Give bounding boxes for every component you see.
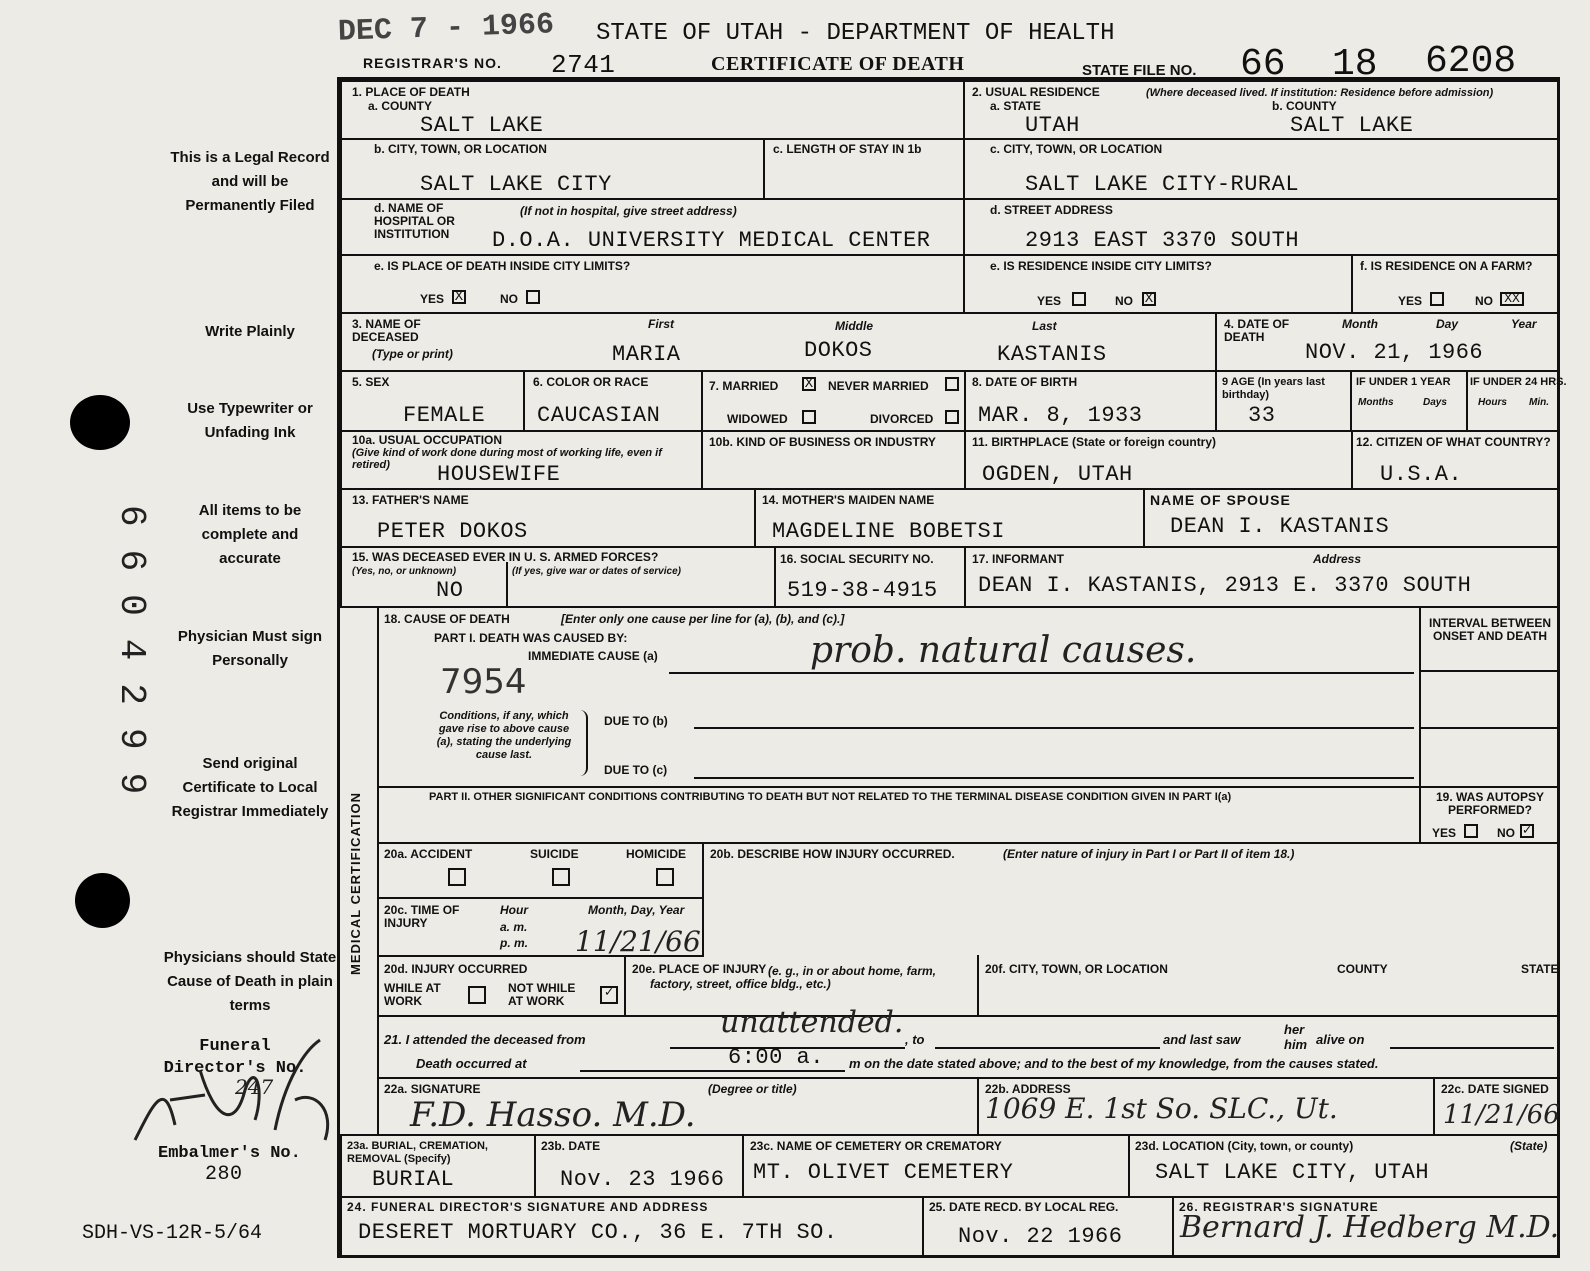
last-name-label: Last [1032,319,1057,333]
injury-occurred-label: 20d. INJURY OCCURRED [384,962,528,976]
month-label: Month [1342,317,1378,331]
residence-limits-label: e. IS RESIDENCE INSIDE CITY LIMITS? [990,259,1212,273]
registrar-no: 2741 [551,50,616,80]
physicians-cause-note: Physicians should State Cause of Death in plain terms [163,949,337,1014]
residence-county-label: b. COUNTY [1272,99,1337,113]
death-occurred-label: Death occurred at [416,1056,527,1071]
date-received-label: 25. DATE RECD. BY LOCAL REG. [929,1200,1119,1214]
suicide-checkbox[interactable] [552,868,570,886]
hospital-label: d. NAME OF HOSPITAL OR INSTITUTION [374,201,455,241]
typewriter-note: Use Typewriter or Unfading Ink [187,400,313,441]
under-24-hrs-label: IF UNDER 24 HRS. [1470,376,1567,388]
certificate-title: CERTIFICATE OF DEATH [711,53,965,75]
form-code: SDH-VS-12R-5/64 [82,1222,263,1245]
divorced-checkbox[interactable] [945,410,959,424]
physician-address-label: 22b. ADDRESS [985,1082,1071,1096]
death-occurred-line [580,1070,845,1072]
usual-residence-heading: 2. USUAL RESIDENCE [972,85,1100,99]
death-occurred-time: 6:00 a. [728,1045,824,1070]
funeral-director-label: Funeral Director's No. [163,1037,307,1078]
pm-label: p. m. [500,936,529,950]
immediate-cause-label: IMMEDIATE CAUSE (a) [528,649,658,663]
part-one-label: PART I. DEATH WAS CAUSED BY: [434,631,628,645]
burial-method: BURIAL [372,1167,455,1192]
widowed-label: WIDOWED [727,412,788,426]
autopsy-yes-label: YES [1432,826,1457,840]
citizen: U.S.A. [1380,462,1463,487]
armed-forces-divider [506,562,508,608]
conditions-note: Conditions, if any, which gave rise to above cause (a), stating the underlying cause last. [436,710,572,761]
state-file-label: STATE FILE NO. [1082,62,1197,79]
hour-label: Hour [500,903,528,917]
occupation-note: (Give kind of work done during most of working life, even if retired) [352,447,662,471]
race-label: 6. COLOR OR RACE [533,375,649,389]
armed-forces-note2: (If yes, give war or dates of service) [512,566,681,577]
cause-code: 7954 [440,662,527,702]
place-of-injury-label: 20e. PLACE OF INJURY [632,962,767,976]
physician-address: 1069 E. 1st So. SLC., Ut. [985,1092,1338,1125]
funeral-director-sig-label: 24. FUNERAL DIRECTOR'S SIGNATURE AND ADDRESS [347,1200,709,1214]
birthplace: OGDEN, UTAH [982,462,1133,487]
address-divider [977,1079,979,1134]
agency-title: STATE OF UTAH - DEPARTMENT OF HEALTH [596,20,1115,47]
date-of-death-label: 4. DATE OF DEATH [1224,317,1290,344]
residence-city: SALT LAKE CITY-RURAL [1025,172,1300,197]
funeral-director-no: 247 [235,1075,274,1099]
legal-record-note: This is a Legal Record and will be Permanently Filed [170,149,330,214]
last-name: KASTANIS [997,342,1107,367]
place-limits-yes-checkbox[interactable]: X [452,290,466,304]
cemetery-label: 23c. NAME OF CEMETERY OR CREMATORY [750,1139,1002,1153]
father-name: PETER DOKOS [377,519,528,544]
residence-limits-no-checkbox[interactable]: X [1142,292,1156,306]
not-while-at-work-label: NOT WHILE AT WORK [508,981,576,1008]
autopsy-yes-checkbox[interactable] [1464,824,1478,838]
birth-date: MAR. 8, 1933 [978,403,1143,428]
days-label: Days [1423,397,1447,408]
deceased-name-label: 3. NAME OF DECEASED [352,317,421,344]
state-file-b: 18 [1332,43,1378,86]
residence-state: UTAH [1025,113,1080,138]
age-label: 9 AGE (In years last birthday) [1222,376,1325,401]
age: 33 [1248,403,1276,428]
place-city-label: b. CITY, TOWN, OR LOCATION [374,142,547,156]
send-original-note: Send original Certificate to Local Registrar Immediately [171,755,329,820]
place-county-label: a. COUNTY [368,99,433,113]
informant-label: 17. INFORMANT [972,552,1065,566]
conditions-bracket [578,710,588,776]
accident-label: 20a. ACCIDENT [384,847,473,861]
autopsy-label: 19. WAS AUTOPSY PERFORMED? [1435,790,1545,817]
date-signed-divider [1433,1079,1435,1134]
death-occurred-tail: m on the date stated above; and to the best of my knowledge, from the causes stated. [849,1056,1379,1071]
place-of-injury-note: (e. g., in or about home, farm, factory, street, office bldg., etc.) [650,964,937,991]
alive-on-label: alive on [1316,1032,1365,1047]
residence-limits-no-label: NO [1115,294,1133,308]
registrar-no-label: REGISTRAR'S NO. [363,55,502,71]
divorced-label: DIVORCED [870,412,934,426]
length-of-stay-label: c. LENGTH OF STAY IN 1b [773,142,922,156]
attended-label: 21. I attended the deceased from [384,1032,586,1047]
funeral-signature-scribble [105,1030,345,1160]
place-limits-label: e. IS PLACE OF DEATH INSIDE CITY LIMITS? [374,259,631,273]
while-at-work-label: WHILE AT WORK [384,981,441,1008]
farm-no-checkbox[interactable]: XX [1500,292,1524,306]
homicide-checkbox[interactable] [656,868,674,886]
attended-from: unattended. [720,1005,904,1040]
street-address: 2913 EAST 3370 SOUTH [1025,228,1300,253]
last-saw-label: and last saw [1163,1032,1241,1047]
birthplace-label: 11. BIRTHPLACE (State or foreign country) [972,435,1217,449]
attended-to-line [935,1047,1160,1049]
armed-forces: NO [436,578,464,603]
place-county: SALT LAKE [420,113,544,138]
accident-checkbox[interactable] [448,868,466,886]
due-to-b-line [694,727,1414,729]
due-to-c-label: DUE TO (c) [604,763,668,777]
day-label: Day [1436,317,1459,331]
place-of-death-heading: 1. PLACE OF DEATH [352,85,470,99]
describe-injury-label: 20b. DESCRIBE HOW INJURY OCCURRED. [710,847,955,861]
hours-label: Hours [1478,397,1507,408]
under-1-year-label: IF UNDER 1 YEAR [1356,376,1451,388]
burial-date-label: 23b. DATE [541,1139,601,1153]
embalmer-no: 280 [205,1163,243,1186]
year-label: Year [1511,317,1537,331]
funeral-director: DESERET MORTUARY CO., 36 E. 7TH SO. [358,1220,838,1245]
birth-date-label: 8. DATE OF BIRTH [972,375,1078,389]
time-of-injury-label: 20c. TIME OF INJURY [384,903,460,930]
informant: DEAN I. KASTANIS, 2913 E. 3370 SOUTH [978,573,1472,598]
father-label: 13. FATHER'S NAME [352,493,469,507]
immediate-cause-line [669,672,1414,674]
farm-yes-checkbox[interactable] [1430,292,1444,306]
vertical-serial-number: 6604299 [111,505,152,818]
place-limits-no-checkbox[interactable] [526,290,540,304]
time-of-injury: 11/21/66 [575,925,701,958]
married-label: 7. MARRIED [709,379,779,393]
physician-sign-note: Physician Must sign Personally [177,628,323,669]
race: CAUCASIAN [537,403,661,428]
sex-label: 5. SEX [352,375,390,389]
embalmer-label: Embalmer's No. [158,1144,301,1163]
am-label: a. m. [500,920,528,934]
first-name: MARIA [612,342,681,367]
interval-line-a [1421,670,1558,672]
place-limits-no-label: NO [500,292,518,306]
items-complete-note: All items to be complete and accurate [198,502,302,567]
medical-certification-label: MEDICAL CERTIFICATION [348,791,363,975]
her-label: her [1284,1022,1305,1037]
burial-label: 23a. BURIAL, CREMATION, REMOVAL (Specify) [347,1140,488,1165]
interval-line-b [1421,727,1558,729]
informant-address-label: Address [1313,552,1362,566]
date-signed-label: 22c. DATE SIGNED [1441,1082,1549,1096]
never-married-checkbox[interactable] [945,377,959,391]
burial-location: SALT LAKE CITY, UTAH [1155,1160,1430,1185]
first-name-label: First [648,317,675,331]
citizen-label: 12. CITIZEN OF WHAT COUNTRY? [1356,435,1551,449]
sex: FEMALE [403,403,486,428]
while-at-work-checkbox[interactable] [468,986,486,1004]
burial-state-label: (State) [1510,1139,1548,1153]
injury-state-label: STATE [1521,962,1559,976]
autopsy-no-checkbox[interactable]: ✓ [1520,824,1534,838]
homicide-label: HOMICIDE [626,847,686,861]
residence-state-label: a. STATE [990,99,1041,113]
residence-limits-yes-checkbox[interactable] [1072,292,1086,306]
date-signed: 11/21/66 [1443,1100,1560,1130]
registrar-signature-label: 26. REGISTRAR'S SIGNATURE [1179,1200,1379,1214]
cause-of-death-note: [Enter only one cause per line for (a), (b), and (c).] [561,612,845,626]
spouse-name: DEAN I. KASTANIS [1170,514,1390,539]
month-day-year-label: Month, Day, Year [588,903,685,917]
married-checkbox[interactable]: X [802,377,816,391]
never-married-label: NEVER MARRIED [828,379,929,393]
residence-county: SALT LAKE [1290,113,1414,138]
spouse-label: NAME OF SPOUSE [1150,492,1291,508]
degree-label: (Degree or title) [708,1082,797,1096]
punch-hole-lower [75,873,130,928]
state-file-a: 66 [1240,43,1286,86]
farm-yes-label: YES [1398,294,1423,308]
place-city: SALT LAKE CITY [420,172,612,197]
alive-on-line [1390,1047,1554,1049]
residence-note: (Where deceased lived. If institution: Residence before admission) [1146,87,1494,99]
due-to-c-line [694,777,1414,779]
occupation-label: 10a. USUAL OCCUPATION [352,433,503,447]
him-label: him [1284,1037,1308,1052]
interval-label: INTERVAL BETWEEN ONSET AND DEATH [1428,616,1551,643]
widowed-checkbox[interactable] [802,410,816,424]
not-while-at-work-checkbox[interactable]: ✓ [600,986,618,1004]
residence-city-label: c. CITY, TOWN, OR LOCATION [990,142,1163,156]
burial-location-label: 23d. LOCATION (City, town, or county) [1135,1139,1354,1153]
mother-name: MAGDELINE BOBETSI [772,519,1005,544]
registrar-signature: Bernard J. Hedberg M.D. [1180,1210,1560,1245]
cemetery: MT. OLIVET CEMETERY [753,1160,1014,1185]
mother-label: 14. MOTHER'S MAIDEN NAME [762,493,935,507]
armed-forces-label: 15. WAS DECEASED EVER IN U. S. ARMED FORCES? [352,550,659,564]
injury-city-label: 20f. CITY, TOWN, OR LOCATION [985,962,1168,976]
state-file-c: 6208 [1425,40,1517,83]
deceased-name-note: (Type or print) [372,347,453,361]
armed-forces-note: (Yes, no, or unknown) [352,566,457,577]
hospital-note: (If not in hospital, give street address) [520,204,737,218]
hospital-name: D.O.A. UNIVERSITY MEDICAL CENTER [492,228,931,253]
punch-hole-upper [70,395,130,450]
date-received: Nov. 22 1966 [958,1224,1123,1249]
middle-name: DOKOS [804,338,873,363]
physician-signature: F.D. Hasso. M.D. [410,1095,696,1135]
middle-name-label: Middle [835,319,873,333]
write-plainly-note: Write Plainly [205,323,295,340]
farm-label: f. IS RESIDENCE ON A FARM? [1360,259,1533,273]
street-address-label: d. STREET ADDRESS [990,203,1113,217]
autopsy-no-label: NO [1497,826,1515,840]
minutes-label: Min. [1529,397,1549,408]
suicide-label: SUICIDE [530,847,579,861]
ssn: 519-38-4915 [787,578,938,603]
part-two-label: PART II. OTHER SIGNIFICANT CONDITIONS CONTRIBUTING TO DEATH BUT NOT RELATED TO THE TERMINAL DISEASE CONDITION GIVEN IN PART I(a) [429,791,1232,803]
date-of-death: NOV. 21, 1966 [1305,340,1484,365]
describe-injury-note: (Enter nature of injury in Part I or Part II of item 18.) [1003,847,1295,861]
business-label: 10b. KIND OF BUSINESS OR INDUSTRY [709,435,936,449]
due-to-b-label: DUE TO (b) [604,714,668,728]
injury-county-label: COUNTY [1337,962,1388,976]
immediate-cause: prob. natural causes. [810,630,1197,671]
date-stamp: DEC 7 - 1966 [337,8,555,50]
months-label: Months [1358,397,1394,408]
signature-label: 22a. SIGNATURE [384,1082,481,1096]
burial-date: Nov. 23 1966 [560,1167,725,1192]
farm-no-label: NO [1475,294,1493,308]
residence-limits-yes-label: YES [1037,294,1062,308]
attended-to-label: , to [905,1032,925,1047]
occupation: HOUSEWIFE [437,462,561,487]
place-limits-yes-label: YES [420,292,445,306]
cause-of-death-label: 18. CAUSE OF DEATH [384,612,510,626]
ssn-label: 16. SOCIAL SECURITY NO. [780,552,934,566]
